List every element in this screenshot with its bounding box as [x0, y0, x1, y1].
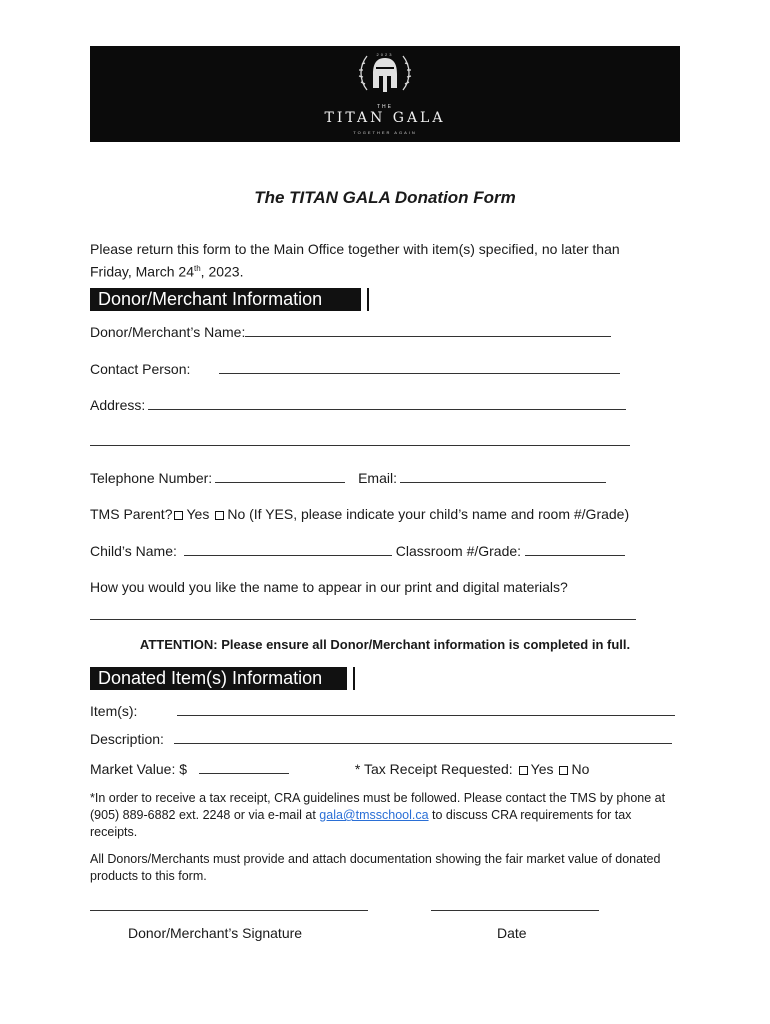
items-field[interactable]: [177, 703, 675, 716]
items-label: Item(s):: [90, 703, 138, 719]
donor-name-label: Donor/Merchant’s Name:: [90, 324, 246, 340]
tax-receipt-no-label: No: [571, 761, 590, 777]
section-heading-donor: Donor/Merchant Information: [90, 288, 367, 311]
tms-parent-label: TMS Parent?: [90, 506, 173, 522]
intro-line-2: [90, 259, 244, 282]
email-field[interactable]: [400, 470, 606, 483]
tms-parent-yes-label: Yes: [186, 506, 210, 522]
helmet-laurel-icon: [357, 50, 413, 102]
telephone-field[interactable]: [215, 470, 345, 483]
intro-date-suffix: th: [194, 264, 201, 273]
signature-lines: [90, 897, 599, 916]
tax-receipt-yes-label: Yes: [530, 761, 554, 777]
documentation-note: All Donors/Merchants must provide and attach documentation showing the fair market value of donated products to this form.: [90, 852, 661, 883]
intro-date: Friday, March 24: [90, 263, 194, 280]
attention-note: ATTENTION: Please ensure all Donor/Merchant information is completed in full.: [139, 637, 631, 652]
tms-parent-no-label: No (If YES, please indicate your child’s name and room #/Grade): [227, 506, 630, 522]
section-heading-items: Donated Item(s) Information: [90, 667, 353, 690]
contact-person-field[interactable]: [219, 361, 620, 374]
tax-receipt-note: [90, 790, 680, 841]
address-label: Address:: [90, 397, 146, 413]
contact-person-label: Contact Person:: [90, 361, 191, 377]
tms-parent-row: [90, 505, 629, 524]
intro-year: , 2023.: [200, 263, 244, 280]
titan-gala-logo: [323, 48, 447, 140]
tax-receipt-label: * Tax Receipt Requested:: [354, 761, 513, 777]
market-value-row: [90, 760, 589, 779]
signature-label: Donor/Merchant’s Signature: [128, 925, 303, 941]
logo-tagline: TOGETHER AGAIN: [353, 130, 417, 135]
child-row: [90, 542, 625, 561]
child-name-field[interactable]: [184, 543, 392, 556]
date-field[interactable]: [431, 898, 599, 911]
classroom-field[interactable]: [525, 543, 625, 556]
description-label: Description:: [90, 731, 164, 747]
logo-year: 2023: [376, 52, 394, 57]
donor-name-field[interactable]: [245, 324, 611, 337]
intro-line-1: Please return this form to the Main Office together with item(s) specified, no later than: [90, 241, 620, 257]
items-row: [90, 702, 675, 721]
signature-field[interactable]: [90, 898, 368, 911]
contact-person-row: [90, 360, 620, 379]
tms-parent-yes-checkbox[interactable]: [174, 511, 183, 520]
tax-note-text-end: to discuss CRA requirements for tax receipts.: [90, 808, 632, 839]
logo-the: THE: [377, 104, 393, 110]
email-label: Email:: [358, 470, 397, 486]
address-field-line-2[interactable]: [90, 433, 630, 446]
market-value-field[interactable]: [199, 761, 289, 774]
appear-field[interactable]: [90, 607, 636, 620]
appear-row: [90, 606, 636, 625]
appear-question: How you would you like the name to appear in our print and digital materials?: [90, 579, 568, 595]
market-value-label: Market Value: $: [90, 761, 188, 777]
donor-name-row: [90, 323, 611, 342]
telephone-label: Telephone Number:: [90, 470, 213, 486]
date-label: Date: [497, 925, 527, 941]
address-row: [90, 396, 626, 415]
form-title: The TITAN GALA Donation Form: [254, 188, 516, 207]
description-field[interactable]: [174, 731, 672, 744]
child-name-label: Child’s Name:: [90, 543, 177, 559]
logo-name: TITAN GALA: [324, 110, 446, 126]
tms-parent-no-checkbox[interactable]: [215, 511, 224, 520]
tax-receipt-no-checkbox[interactable]: [559, 766, 568, 775]
tax-receipt-yes-checkbox[interactable]: [519, 766, 528, 775]
phone-email-row: [90, 469, 606, 488]
address-field-line-1[interactable]: [148, 397, 626, 410]
gala-email-link[interactable]: gala@tmsschool.ca: [319, 808, 429, 822]
address-row-2: [90, 432, 630, 451]
description-row: [90, 730, 672, 749]
classroom-label: Classroom #/Grade:: [395, 543, 522, 559]
tax-note-text: *In order to receive a tax receipt, CRA guidelines must be followed. Please contact the TMS by phone at (905) 889-6882 ext. 2248 or via e-mail at: [90, 791, 666, 822]
